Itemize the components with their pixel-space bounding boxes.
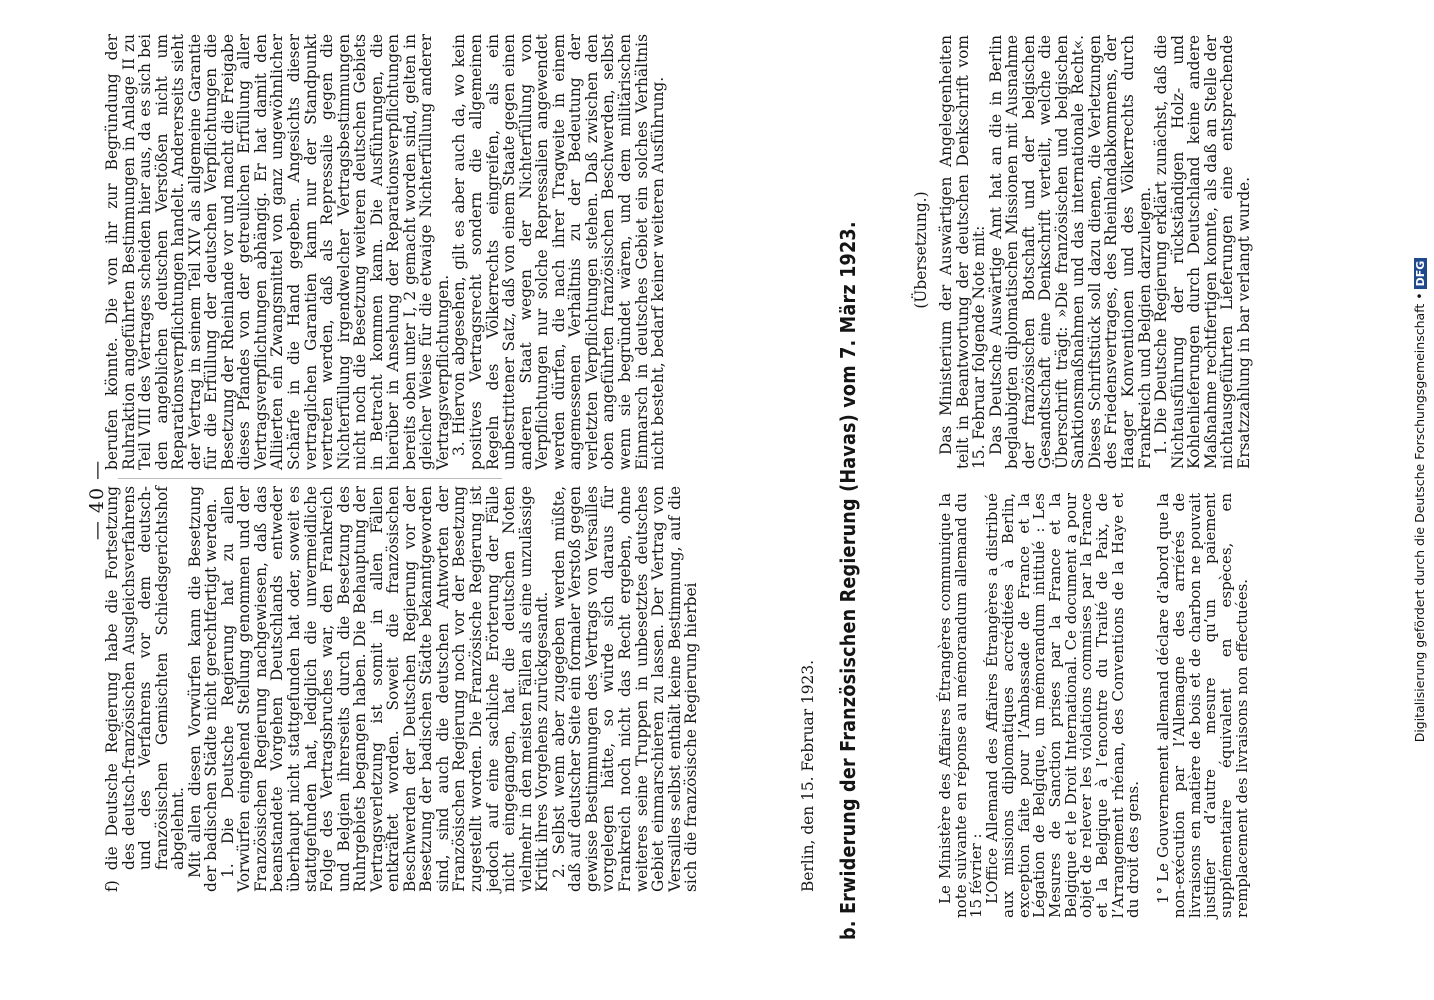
- dfg-logo: DFG: [1414, 258, 1427, 290]
- german-paragraph-1: Das Ministerium der Auswärtigen Angelegenheiten teilt in Beantwortung der deutschen Denkschrift vom 15. Februar folgende Note mit:: [937, 35, 989, 469]
- page-number: — 40 —: [86, 459, 108, 541]
- paragraph-2: 2. Selbst wenn aber zugegeben werden müßte, daß auf deutscher Seite ein formaler Verstoß gegen gewisse Bestimmungen des Vertrags von Versailles vorgelegen hätte, so würde sich daraus für Frankreich noch nicht das Recht ergeben, ohne weiteres seine Truppen in unbesetztes deutsches Gebiet einmarschieren zu lassen. Der Vertrag von Versailles selbst enthält keine Bestimmung, auf die sich die französische Regierung hierbei: [549, 486, 701, 892]
- french-paragraph-3: 1° Le Gouvernement allemand déclare d’abord que la non-exécution par l’Allemagne des arriérés de livraisons en matière de bois et de charbon ne pouvait justifier d’autre mesure qu’un paiement supplémentaire équivalent en espèces, en remplacement des livraisons non effectuées.: [1154, 493, 1251, 918]
- french-column: [938, 493, 1250, 918]
- paragraph-1: 1. Die Deutsche Regierung hat zu allen Vorwürfen eingehend Stellung genommen und der Französischen Regierung nachgewiesen, daß das beanstandete Vorgehen Deutschlands entweder überhaupt nicht stattgefunden hat oder, soweit es stattgefunden hat, lediglich die unvermeidliche Folge des Vertragsbruches war, den Frankreich und Belgien ihrerseits durch die Besetzung des Ruhrgebiets begangen haben. Die Behauptung der Vertragsverletzung ist somit in allen Fällen entkräftet worden. Soweit die französischen Beschwerden der Deutschen Regierung vor der Besetzung der badischen Städte bekanntgeworden sind, sind auch die deutschen Antworten der Französischen Regierung noch vor der Besetzung zugestellt worden. Die Französische Regierung ist jedoch auf eine sachliche Erörterung der Fälle nicht eingegangen, hat die deutschen Noten vielmehr in den meisten Fällen als eine unzulässige Kritik ihres Vorgehens zurückgesandt.: [218, 486, 552, 892]
- section-title: b. Erwiderung der Französischen Regierung (Havas) vom 7. März 1923.: [836, 221, 860, 940]
- paragraph-3: 3. Hiervon abgesehen, gilt es aber auch da, wo kein positives Vertragsrecht sondern die allgemeinen Regeln des Völkerrechts eingreifen, als ein unbestrittener Satz, daß von einem Staate gegen einen anderen Staat wegen der Nichterfüllung von Verpflichtungen nur solche Repressalien angewendet werden dürfen, die nach ihrer Tragweite in einem angemessenen Verhältnis zu der Bedeutung der verletzten Verpflichtungen stehen. Daß zwischen den oben angeführten französischen Beschwerden, selbst wenn sie begründet wären, und dem militärischen Einmarsch in deutsches Gebiet ein solches Verhältnis nicht besteht, bedarf keiner weiteren Ausführung.: [450, 34, 668, 470]
- paragraph-f: f) die Deutsche Regierung habe die Fortsetzung des deutsch-französischen Ausgleichsverfahrens und des Verfahrens vor dem deutsch-französischen Gemischten Schiedsgerichtshof abgelehnt.: [103, 486, 188, 892]
- left-column: [104, 486, 700, 892]
- credit-text: Digitalisierung gefördert durch die Deutsche Forschungsgemeinschaft •: [1412, 292, 1427, 743]
- german-paragraph-3: 1. Die Deutsche Regierung erklärt zunächst, daß die Nichtausführung der rückständigen Holz- und Kohlenlieferungen durch Deutschland keine andere Maßnahme rechtfertigen konnte, als daß an Stelle der nichtausgeführten Lieferungen eine entsprechende Ersatzzahlung in bar verlangt wurde.: [1152, 35, 1253, 469]
- dateline: Berlin, den 15. Februar 1923.: [799, 659, 817, 892]
- paragraph-continued: berufen könnte. Die von ihr zur Begründung der Ruhraktion angeführten Bestimmungen in Anlage II zu Teil VIII des Vertrages scheiden hier aus, da es sich bei den angeblichen deutschen Verstößen nicht um Reparationsverpflichtungen handelt. Andererseits sieht der Vertrag in seinem Teil XIV als allgemeine Garantie für die Erfüllung der deutschen Verpflichtungen die Besetzung der Rheinlande vor und macht die Freigabe dieses Pfandes von der getreulichen Erfüllung aller Vertragsverpflichtungen abhängig. Er hat damit den Alliierten ein Zwangsmittel von ganz ungewöhnlicher Schärfe in die Hand gegeben. Angesichts dieser vertraglichen Garantien kann nur der Standpunkt vertreten werden, daß als Repressalie gegen die Nichterfüllung irgendwelcher Vertragsbestimmungen nicht noch die Besetzung weiteren deutschen Gebiets in Betracht kommen kann. Die Ausführungen, die hierüber in Ansehung der Reparationsverpflichtungen bereits oben unter I, 2 gemacht worden sind, gelten in gleicher Weise für die etwaige Nichterfüllung anderer Vertragsverpflichtungen.: [103, 34, 452, 470]
- right-column: [104, 34, 667, 470]
- column-divider: [118, 478, 502, 479]
- translation-note: (Übersetzung.): [912, 191, 930, 309]
- german-paragraph-2: Das Deutsche Auswärtige Amt hat an die in Berlin beglaubigten diplomatischen Missionen mit Ausnahme der französischen Botschaft und der belgischen Gesandtschaft eine Denkschrift verteilt, welche die Überschrift trägt: »Die französischen und belgischen Sanktionsmaßnahmen und das internationale Recht«. Dieses Schriftstück soll dazu dienen, die Verletzungen des Friedensvertrages, des Rheinlandabkommens, der Haager Konventionen und des Völkerrechts durch Frankreich und Belgien darzulegen.: [986, 35, 1154, 469]
- french-paragraph-1: Le Ministère des Affaires Étrangères communique la note suivante en réponse au mémorandum allemand du 15 février :: [936, 493, 986, 918]
- german-translation-column: [938, 35, 1252, 469]
- digitization-credit: [1412, 0, 1427, 1000]
- french-paragraph-2: L’Office Allemand des Affaires Étrangères a distribué aux missions diplomatiques accréditées à Berlin, exception faite pour l’Ambassade de France et la Légation de Belgique, un mémorandum intitulé : Les Mesures de Sanction prises par la France et la Belgique et le Droit International. Ce document a pour objet de relever les violations commises par la France et la Belgique à l’encontre du Traité de Paix, de l’Arrangement rhénan, des Conventions de la Haye et du droit des gens.: [983, 493, 1143, 918]
- paragraph-mit-allen: Mit allen diesen Vorwürfen kann die Besetzung der badischen Städte nicht gerechtfertigt werden.: [185, 486, 221, 892]
